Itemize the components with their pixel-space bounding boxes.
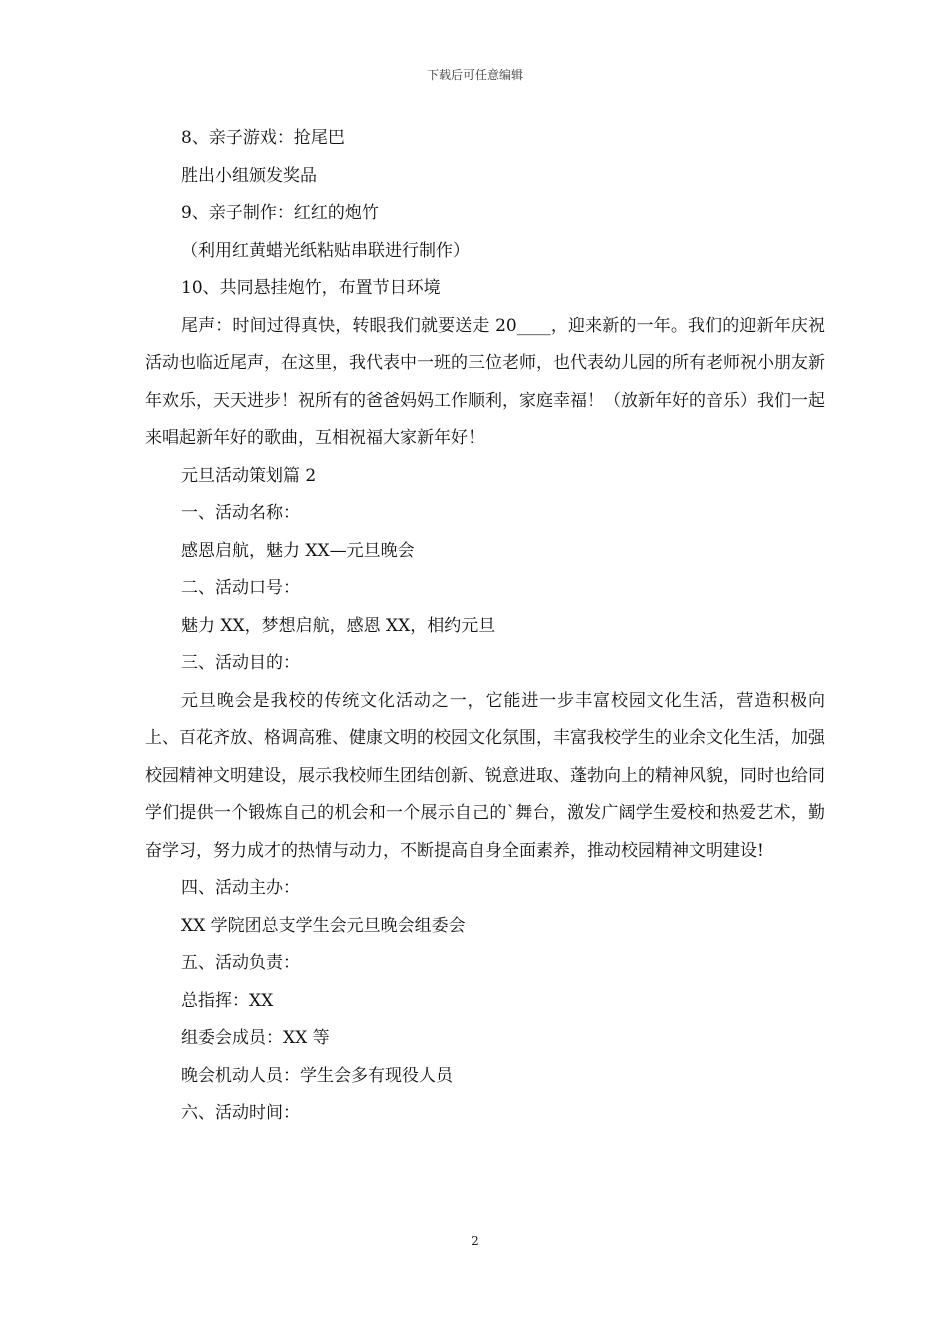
section-title: 元旦活动策划篇 2 bbox=[181, 465, 317, 486]
page-header: 下载后可任意编辑 bbox=[426, 68, 523, 82]
list-item: 胜出小组颁发奖品 bbox=[181, 165, 317, 186]
list-item: 二、活动口号： bbox=[181, 578, 300, 598]
list-item: 总指挥：XX bbox=[181, 990, 274, 1011]
purpose-paragraph: 元旦晚会是我校的传统文化活动之一，它能进一步丰富校园文化生活，营造积极向上、百花齐放、格调高雅、健康文明的校园文化氛围，丰富我校学生的业余文化生活，加强校园精神文明建设，展示我校师生团结创新、锐意进取、蓬勃向上的精神风貌，同时也给同学们提供一个锻炼自己的机会和一个展示自己的`舞台，激发广阔学生爱校和热爱艺术，勤奋学习，努力成才的热情与动力，不断提高自身全面素养，推动校园精神文明建设! bbox=[145, 690, 825, 861]
list-item: 四、活动主办： bbox=[181, 878, 300, 898]
list-item: 六、活动时间： bbox=[181, 1103, 300, 1123]
list-item: XX 学院团总支学生会元旦晚会组委会 bbox=[181, 915, 466, 936]
closing-paragraph: 尾声：时间过得真快，转眼我们就要送走 20____，迎来新的一年。我们的迎新年庆祝活动也临近尾声，在这里，我代表中一班的三位老师，也代表幼儿园的所有老师祝小朋友新年欢乐，天天进步！祝所有的爸爸妈妈工作顺利，家庭幸福！（放新年好的音乐）我们一起来唱起新年好的歌曲，互相祝福大家新年好！ bbox=[145, 315, 825, 448]
list-item: 魅力 XX，梦想启航，感恩 XX，相约元旦 bbox=[181, 615, 496, 636]
list-item: 三、活动目的： bbox=[181, 653, 300, 673]
page-number: 2 bbox=[471, 1234, 479, 1248]
list-item: 8、亲子游戏：抢尾巴 bbox=[181, 128, 345, 148]
list-item: 感恩启航，魅力 XX—元旦晚会 bbox=[181, 540, 415, 561]
list-item: 9、亲子制作：红红的炮竹 bbox=[181, 203, 379, 223]
list-item: 晚会机动人员：学生会多有现役人员 bbox=[181, 1065, 453, 1086]
list-item: 一、活动名称： bbox=[181, 503, 300, 523]
document-body bbox=[145, 120, 825, 1133]
list-item: （利用红黄蜡光纸粘贴串联进行制作） bbox=[181, 240, 470, 261]
list-item: 10、共同悬挂炮竹，布置节日环境 bbox=[181, 278, 441, 298]
list-item: 组委会成员：XX 等 bbox=[181, 1028, 330, 1048]
list-item: 五、活动负责： bbox=[181, 953, 300, 973]
